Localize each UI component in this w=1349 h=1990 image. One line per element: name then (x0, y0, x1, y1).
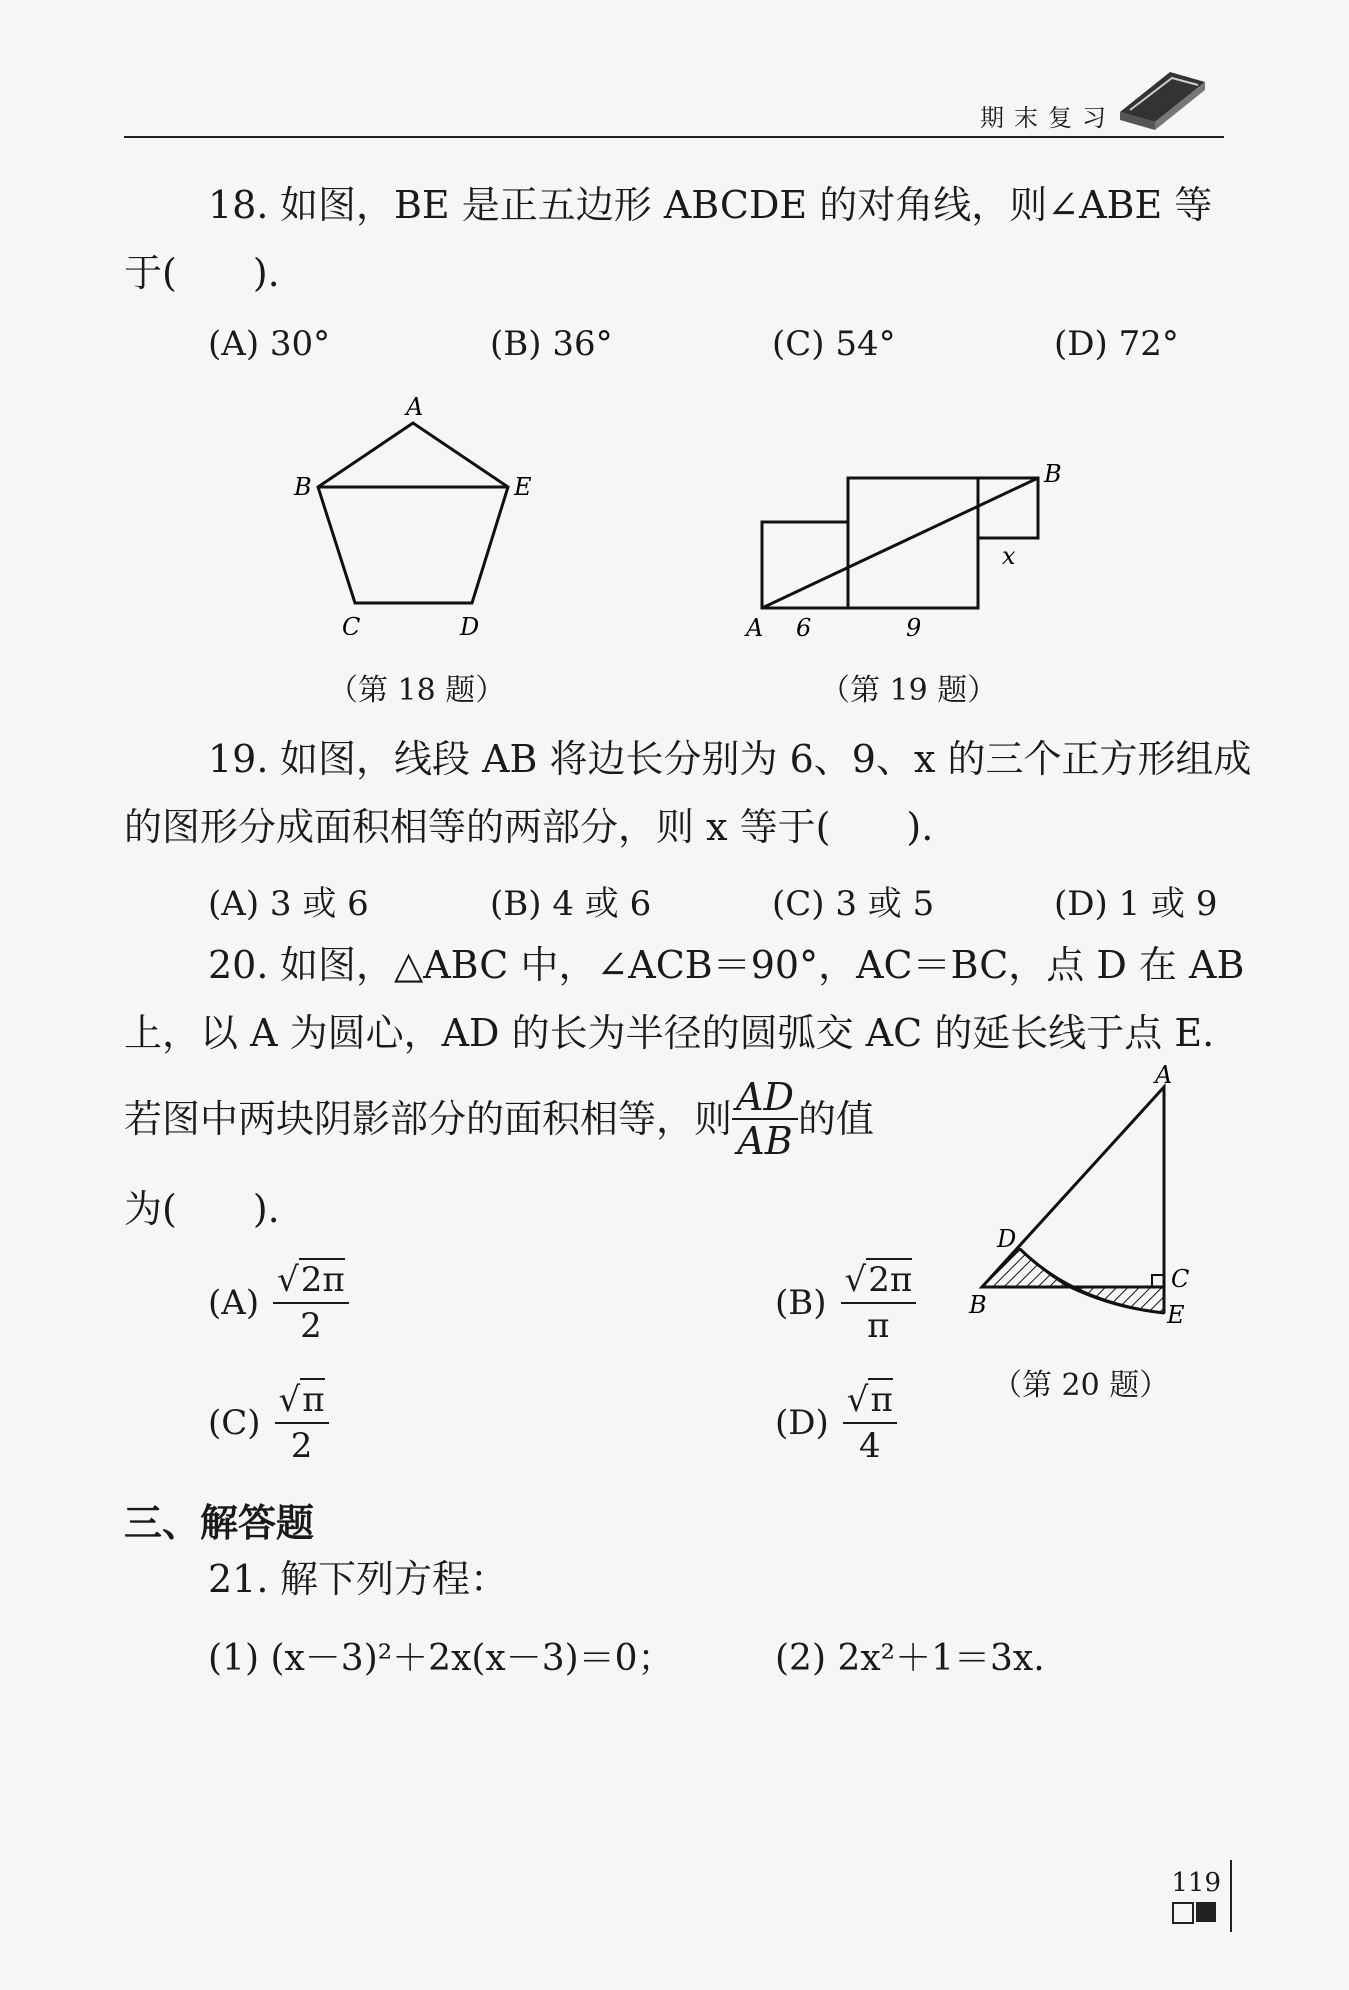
question-20-text-line3-post: 的值 (797, 1097, 874, 1141)
option-a-numerator (273, 1260, 349, 1304)
page-marker-empty-square (1172, 1902, 1194, 1924)
label-x: x (1002, 542, 1016, 570)
label-c: C (342, 613, 361, 635)
question-18-option-a: (A) 30° (208, 324, 331, 364)
sqrt-sign: √ (844, 1260, 867, 1300)
page-number: 119 (1171, 1868, 1221, 1898)
label-b: B (969, 1291, 987, 1319)
figure-20-triangle (965, 1065, 1205, 1335)
question-20-text-line2: 上，以 A 为圆心，AD 的长为半径的圆弧交 AC 的延长线于点 E. (124, 1011, 1215, 1055)
option-c-denominator: 2 (290, 1426, 313, 1466)
question-19-option-a: (A) 3 或 6 (208, 884, 369, 924)
question-20-text-line1: 如图，△ABC 中，∠ACB＝90°，AC＝BC，点 D 在 AB (280, 943, 1245, 987)
option-a-denominator: 2 (300, 1306, 322, 1346)
option-b-denominator: π (867, 1306, 890, 1346)
label-d: D (997, 1225, 1017, 1253)
fraction-denominator: AB (737, 1119, 793, 1163)
fraction-ad-over-ab (732, 1075, 798, 1163)
square-x (978, 478, 1038, 538)
figure-18-caption: （第 18 题） (328, 673, 506, 708)
option-a-radicand: 2π (300, 1260, 345, 1300)
segment-ab (762, 478, 1038, 608)
option-d-label: (D) (775, 1403, 829, 1443)
question-18-option-b: (B) 36° (490, 324, 613, 364)
option-c-label: (C) (208, 1403, 261, 1443)
label-e: E (514, 473, 532, 501)
sqrt-sign: √ (277, 1260, 299, 1300)
pentagon-abcde (318, 423, 508, 603)
option-b-radicand: 2π (868, 1260, 913, 1300)
header-rule (124, 136, 1224, 138)
question-21-equation-2: (2) 2x²＋1＝3x. (775, 1638, 1045, 1679)
question-21-text: 解下列方程： (280, 1557, 509, 1601)
label-d: D (460, 613, 480, 635)
option-b-fraction (841, 1260, 917, 1346)
label-a: A (406, 393, 424, 421)
square-6 (762, 522, 848, 608)
option-a-label: (A) (208, 1283, 260, 1323)
question-20-option-d (775, 1380, 897, 1466)
section-3-title: 三、解答题 (124, 1501, 315, 1545)
page-number-rule (1230, 1860, 1232, 1932)
question-19-number: 19. (208, 737, 269, 781)
book-icon (1110, 52, 1210, 132)
question-21-equation-1: (1) (x－3)²＋2x(x－3)＝0； (208, 1638, 674, 1679)
question-20-text-line4: 为( ). (124, 1187, 280, 1231)
option-d-denominator: 4 (858, 1426, 881, 1466)
option-b-label: (B) (775, 1283, 827, 1323)
label-a: A (1155, 1065, 1173, 1089)
label-a: A (746, 614, 764, 640)
option-d-radicand: π (870, 1380, 893, 1420)
question-18-number: 18. (208, 183, 269, 227)
label-e: E (1167, 1301, 1185, 1329)
question-18-option-c: (C) 54° (772, 324, 896, 364)
sqrt-sign: √ (278, 1380, 301, 1420)
question-20-text-line3 (124, 1075, 874, 1163)
question-20-option-a (208, 1260, 349, 1346)
question-20-option-c (208, 1380, 329, 1466)
question-20-number: 20. (208, 943, 269, 987)
question-19-text-line1: 如图，线段 AB 将边长分别为 6、9、x 的三个正方形组成 (280, 737, 1252, 781)
option-c-numerator (275, 1380, 329, 1424)
label-b: B (1044, 460, 1062, 488)
question-20-option-b (775, 1260, 916, 1346)
right-angle-mark (1152, 1275, 1164, 1287)
option-c-fraction (275, 1380, 329, 1466)
square-9 (848, 478, 978, 608)
question-18-option-d: (D) 72° (1054, 324, 1179, 364)
option-c-radicand: π (302, 1380, 325, 1420)
fraction-numerator: AD (732, 1078, 798, 1120)
option-d-numerator (843, 1380, 897, 1424)
question-18-text-line2: 于( ). (124, 251, 280, 295)
question-19-option-c: (C) 3 或 5 (772, 884, 935, 924)
figure-19-squares (740, 460, 1080, 640)
question-20-text-line3-pre: 若图中两块阴影部分的面积相等，则 (124, 1097, 733, 1141)
label-c: C (1171, 1265, 1190, 1293)
question-18-text-line1: 如图，BE 是正五边形 ABCDE 的对角线，则∠ABE 等 (280, 183, 1213, 227)
figure-20-caption: （第 20 题） (992, 1368, 1170, 1403)
question-19-option-b: (B) 4 或 6 (490, 884, 652, 924)
figure-19-caption: （第 19 题） (820, 673, 998, 708)
question-19-text-line2: 的图形分成面积相等的两部分，则 x 等于( ). (124, 805, 934, 849)
chapter-header-title: 期末复习 (980, 104, 1116, 132)
question-19-option-d: (D) 1 或 9 (1054, 884, 1218, 924)
option-b-numerator (841, 1260, 917, 1304)
label-b: B (294, 473, 312, 501)
question-21-number: 21. (208, 1557, 269, 1601)
option-a-fraction (273, 1260, 349, 1346)
label-6: 6 (796, 614, 812, 640)
option-d-fraction (843, 1380, 897, 1466)
label-9: 9 (906, 614, 922, 640)
page-marker-filled-square (1196, 1902, 1216, 1922)
sqrt-sign: √ (846, 1380, 869, 1420)
figure-18-pentagon (280, 385, 560, 635)
triangle-abc (982, 1087, 1164, 1287)
